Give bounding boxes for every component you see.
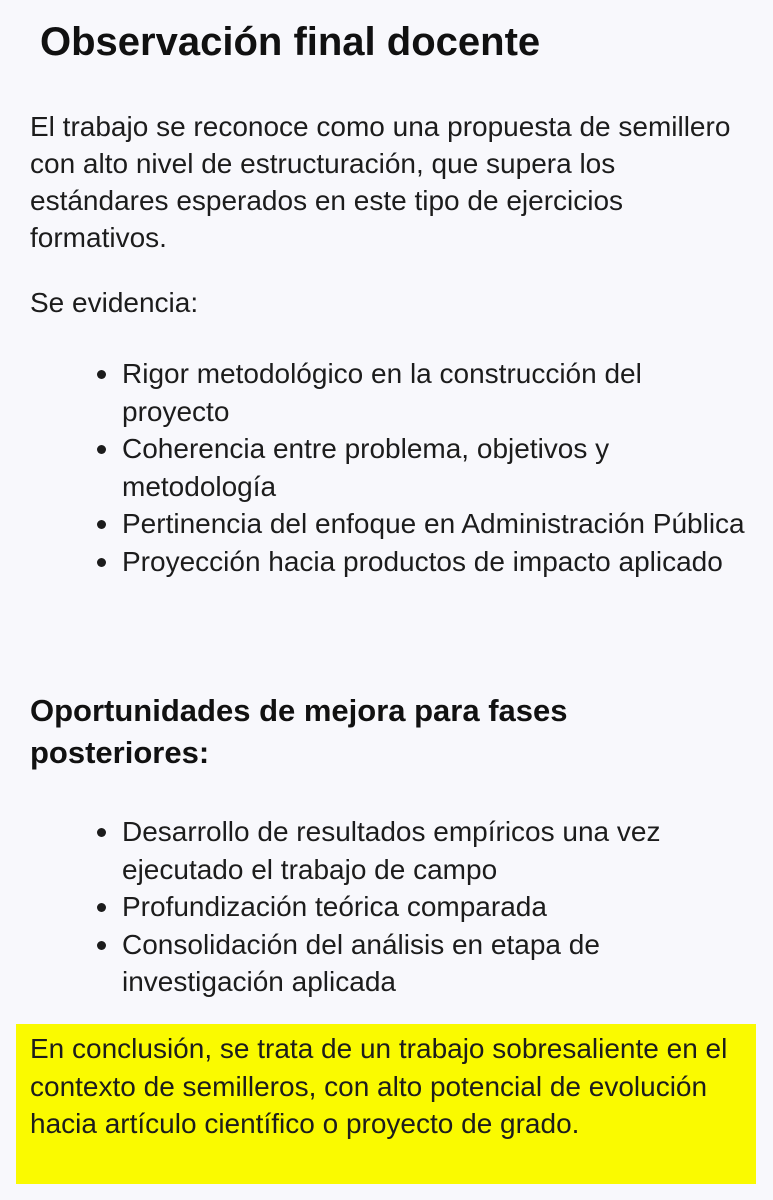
bullet-dot-icon	[97, 941, 106, 950]
intro-paragraph: El trabajo se reconoce como una propuesta de semillero con alto nivel de estructuración, que supera los estándares esperados en este tipo de ejercicios formativos.	[30, 111, 731, 253]
list-item	[0, 888, 773, 926]
bullet-dot-icon	[97, 903, 106, 912]
mejora-heading: Oportunidades de mejora para fases posteriores:	[30, 693, 568, 770]
conclusion-paragraph: En conclusión, se trata de un trabajo sobresaliente en el contexto de semilleros, con alto potencial de evolución hacia artículo científico o proyecto de grado.	[30, 1033, 728, 1139]
list-item	[0, 926, 773, 1001]
list-item-text: Consolidación del análisis en etapa de investigación aplicada	[122, 928, 600, 997]
evidencia-label: Se evidencia:	[30, 287, 199, 318]
mejora-list	[0, 813, 773, 1001]
evidencia-list	[0, 355, 773, 580]
list-item-text: Desarrollo de resultados empíricos una vez ejecutado el trabajo de campo	[122, 816, 661, 885]
list-item-text: Profundización teórica comparada	[122, 891, 547, 922]
bullet-dot-icon	[97, 445, 106, 454]
list-item	[0, 355, 773, 430]
list-item-text: Proyección hacia productos de impacto aplicado	[122, 545, 723, 577]
bullet-dot-icon	[97, 520, 106, 529]
bullet-dot-icon	[97, 370, 106, 379]
list-item	[0, 430, 773, 505]
list-item-text: Coherencia entre problema, objetivos y metodología	[122, 433, 610, 502]
list-item-text: Pertinencia del enfoque en Administración Pública	[122, 508, 745, 539]
list-item	[0, 543, 773, 581]
page-title: Observación final docente	[40, 20, 541, 64]
list-item-text: Rigor metodológico en la construcción del proyecto	[122, 358, 642, 427]
list-item	[0, 505, 773, 543]
bullet-dot-icon	[97, 828, 106, 837]
list-item	[0, 813, 773, 888]
bullet-dot-icon	[97, 558, 106, 567]
